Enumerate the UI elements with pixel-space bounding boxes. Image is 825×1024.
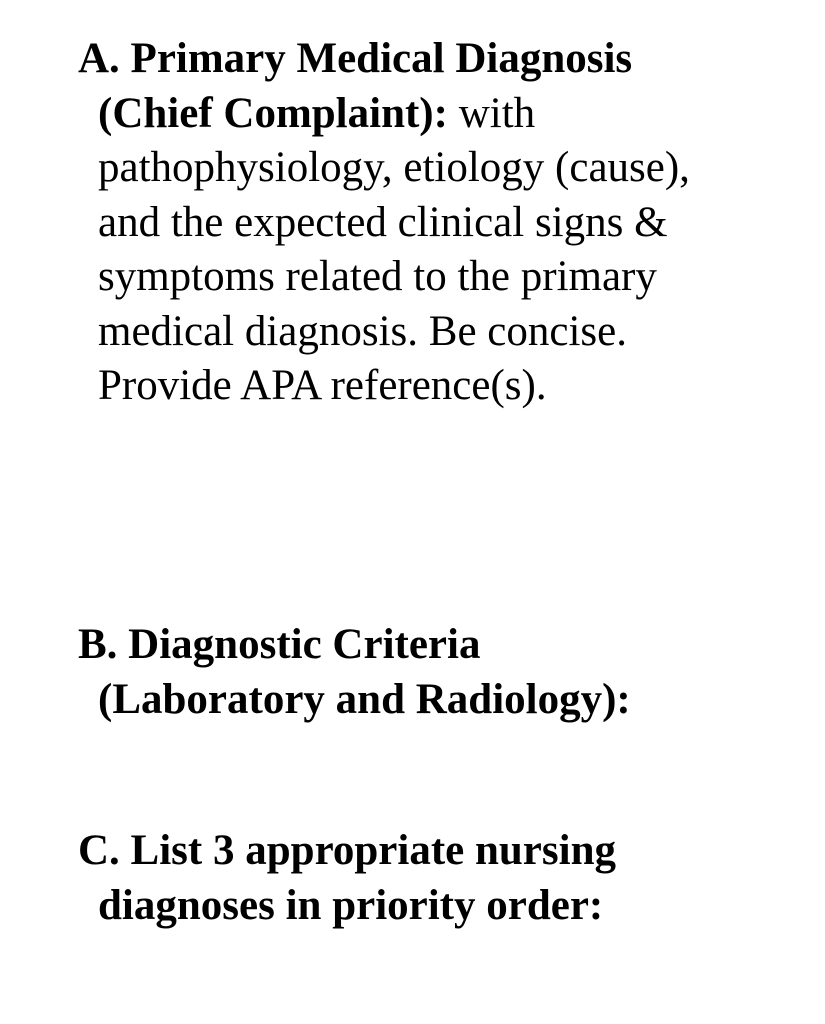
section-a-heading: A. Primary Medical Diagnosis — [78, 35, 633, 82]
section-c-subheading: diagnoses in priority order: — [98, 881, 604, 929]
section-a-line-5: symptoms related to the primary — [98, 253, 657, 300]
section-a-line-4: and the expected clinical signs & — [98, 198, 668, 246]
section-a-subheading: (Chief Complaint): — [98, 89, 448, 137]
section-a-line-7: Provide APA reference(s). — [98, 362, 547, 409]
section-diagnostic-criteria — [78, 618, 798, 727]
section-nursing-diagnoses — [78, 824, 798, 933]
section-a-line-2 — [78, 87, 798, 142]
section-primary-medical-diagnosis — [78, 32, 798, 414]
section-a-line-3: pathophysiology, etiology (cause), — [98, 144, 690, 191]
section-a-line-2-text: with — [447, 89, 536, 137]
section-a-line-6: medical diagnosis. Be concise. — [98, 307, 627, 355]
section-b-heading: B. Diagnostic Criteria — [78, 621, 481, 668]
section-c-heading: C. List 3 appropriate nursing — [78, 827, 616, 874]
section-b-subheading: (Laboratory and Radiology): — [98, 675, 631, 723]
